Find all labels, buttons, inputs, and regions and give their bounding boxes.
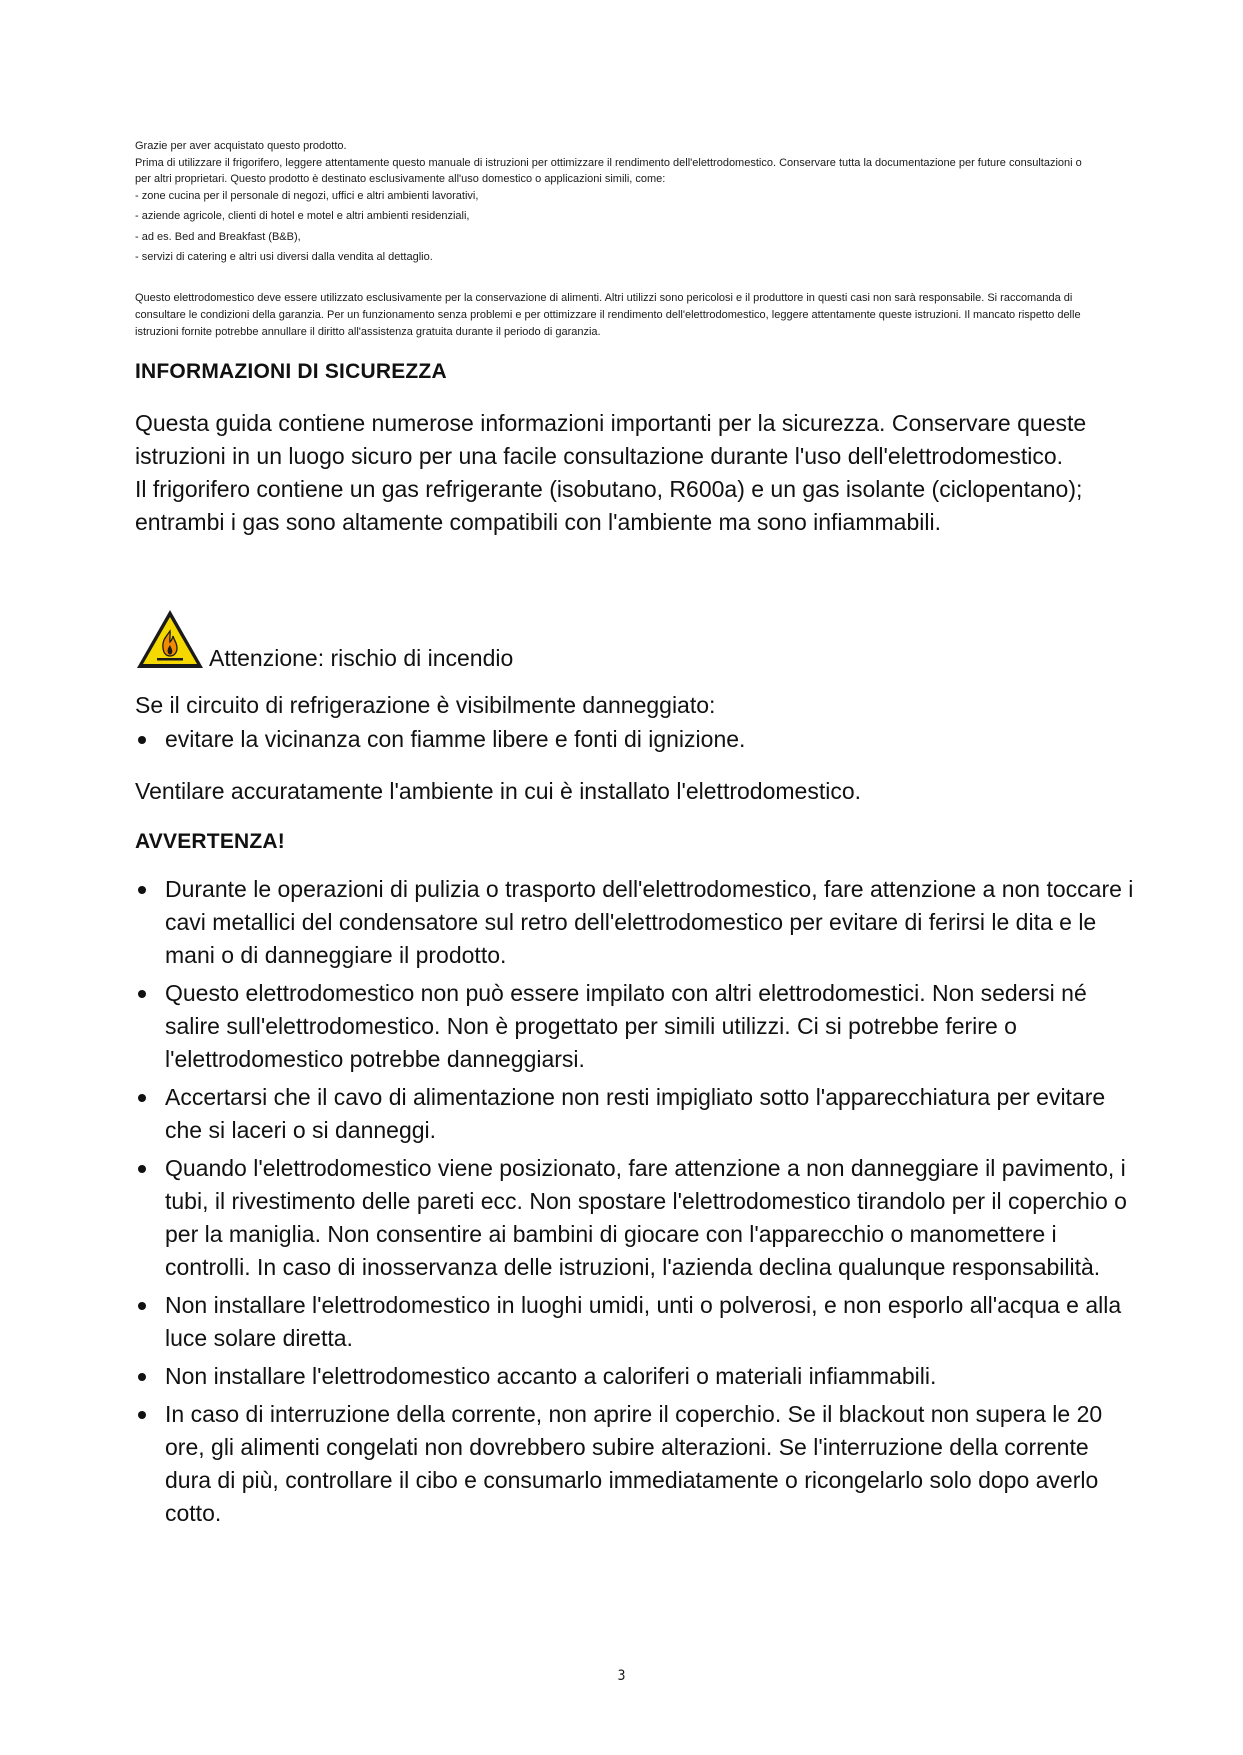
bullet-icon [138, 736, 146, 744]
bullet-icon [138, 1302, 146, 1310]
list-item [135, 1152, 1135, 1284]
warning-title: AVVERTENZA! [135, 830, 285, 853]
intro-paragraph: Prima di utilizzare il frigorifero, leggere attentamente questo manuale di istruzioni per ottimizzare il rendimento dell'elettrodomestico. Conservare tutta la documentazione per future consultazioni o per altri proprietari. Questo prodotto è destinato esclusivamente all'uso domestico o applicazioni simili, come: [135, 156, 1082, 185]
bullet-icon [138, 1094, 146, 1102]
intro-thanks: Grazie per aver acquistato questo prodotto. [135, 140, 347, 152]
fire-warning-label: Attenzione: rischio di incendio [209, 645, 514, 671]
warning-list [135, 873, 1135, 1535]
safety-title: INFORMAZIONI DI SICUREZZA [135, 360, 447, 383]
usage-notice [135, 290, 1100, 341]
circuit-text: Se il circuito di refrigerazione è visibilmente danneggiato: [135, 692, 716, 718]
circuit-bullet-list [135, 723, 1135, 756]
bullet-icon [138, 886, 146, 894]
bullet-icon [138, 1165, 146, 1173]
warning-item-text: Questo elettrodomestico non può essere impilato con altri elettrodomestici. Non sedersi né salire sull'elettrodomestico. Non è progettato per simili utilizzi. Ci si potrebbe ferire o l'elettrodomestico potrebbe danneggiarsi. [165, 980, 1087, 1072]
ventilate-text: Ventilare accuratamente l'ambiente in cui è installato l'elettrodomestico. [135, 778, 862, 804]
fire-warning-row [135, 607, 513, 671]
circuit-bullet-text: evitare la vicinanza con fiamme libere e fonti di ignizione. [165, 726, 746, 752]
page-number: 3 [617, 1668, 626, 1684]
list-item [135, 1289, 1135, 1355]
use-item: - ad es. Bed and Breakfast (B&B), [135, 230, 301, 243]
usage-notice-text: Questo elettrodomestico deve essere utilizzato esclusivamente per la conservazione di alimenti. Altri utilizzi sono pericolosi e il produttore in questi casi non sarà responsabile. Si raccomanda di consultare le condizioni della garanzia. Per un funzionamento senza problemi e per ottimizzare il rendimento dell'elettrodomestico, leggere attentamente queste istruzioni. Il mancato rispetto delle istruzioni fornite potrebbe annullare il diritto all'assistenza gratuita durante il periodo di garanzia. [135, 292, 1081, 338]
warning-item-text: Non installare l'elettrodomestico in luoghi umidi, unti o polverosi, e non esporlo all'acqua e alla luce solare diretta. [165, 1292, 1122, 1351]
list-item [135, 873, 1135, 972]
safety-guide-text: Questa guida contiene numerose informazioni importanti per la sicurezza. Conservare queste istruzioni in un luogo sicuro per una facile consultazione durante l'uso dell'elettrodomestico. [135, 410, 1087, 469]
safety-paragraphs [135, 407, 1125, 539]
bullet-icon [138, 990, 146, 998]
flammable-warning-icon [135, 607, 205, 671]
list-item [135, 977, 1135, 1076]
use-item: - servizi di catering e altri usi diversi dalla vendita al dettaglio. [135, 251, 433, 263]
list-item [135, 723, 1135, 756]
warning-item-text: Durante le operazioni di pulizia o trasporto dell'elettrodomestico, fare attenzione a non toccare i cavi metallici del condensatore sul retro dell'elettrodomestico per evitare di ferirsi le dita e le mani o di danneggiare il prodotto. [165, 876, 1134, 968]
warning-item-text: Accertarsi che il cavo di alimentazione non resti impigliato sotto l'apparecchiatura per evitare che si laceri o si danneggi. [165, 1084, 1106, 1143]
list-item [135, 1398, 1135, 1530]
list-item [135, 1360, 1135, 1393]
warning-item-text: Quando l'elettrodomestico viene posizionato, fare attenzione a non danneggiare il pavimento, i tubi, il rivestimento delle pareti ecc. Non spostare l'elettrodomestico tirandolo per il coperchio o per la maniglia. Non consentire ai bambini di giocare con l'apparecchio o manomettere i controlli. In caso di inosservanza delle istruzioni, l'azienda declina qualunque responsabilità. [165, 1155, 1127, 1280]
use-item: - aziende agricole, clienti di hotel e motel e altri ambienti residenziali, [135, 210, 470, 222]
intro-block [135, 138, 1100, 266]
bullet-icon [138, 1411, 146, 1419]
safety-gas-text: Il frigorifero contiene un gas refrigerante (isobutano, R600a) e un gas isolante (ciclopentano); entrambi i gas sono altamente compatibili con l'ambiente ma sono infiammabili. [135, 476, 1083, 535]
warning-item-text: In caso di interruzione della corrente, non aprire il coperchio. Se il blackout non supera le 20 ore, gli alimenti congelati non dovrebbero subire alterazioni. Se l'interruzione della corrente dura di più, controllare il cibo e consumarlo immediatamente o ricongelarlo solo dopo averlo cotto. [165, 1401, 1103, 1526]
bullet-icon [138, 1373, 146, 1381]
use-item: - zone cucina per il personale di negozi, uffici e altri ambienti lavorativi, [135, 189, 479, 202]
warning-item-text: Non installare l'elettrodomestico accanto a caloriferi o materiali infiammabili. [165, 1363, 937, 1389]
list-item [135, 1081, 1135, 1147]
